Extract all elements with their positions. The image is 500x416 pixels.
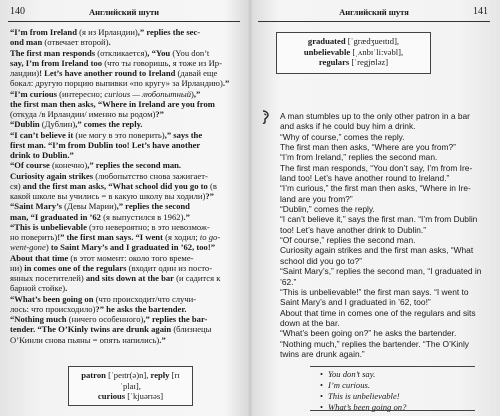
text-line: A man stumbles up to the only other patron in a bar [280,111,470,121]
running-head [258,6,490,18]
text-line: Curiosity again strikes (любопытство снова зажигает- [10,170,208,181]
key-phrases-list [320,369,475,413]
text-line: “What’s been going on?” he asks the bartender. [280,328,457,339]
text-line: first man. “I’m from Dublin too! Let’s have another [10,139,201,150]
text-line: “Saint Mary’s (Девы Марии),” replies the second [10,201,190,212]
text-line: лось: что происходило)?” he asks the bartender. [10,303,187,314]
vocab-entry: unbelievable [ˌʌnbɪˈli:vəbl], [303,46,404,57]
text-line: “Why of course,” comes the reply. [280,131,405,142]
text-line: “This is unbelievable!” the first man says. “I went to [280,286,469,297]
key-phrase: • This is unbelievable! [320,391,475,402]
text-line: “I’m curious,” the first man then asks, “Where in Ire- [280,183,471,194]
vocab-entry: patron [ˈpeɪtr(ə)n], reply [rɪˈplaɪ], [81,370,180,391]
text-line: the first man then asks, “Where in Ireland are you from [10,98,215,109]
text-line: twins are drunk again.” [280,348,365,359]
text-line: “What’s been going on (что происходит/что случи- [10,293,197,304]
text-line: “Dublin,” comes the reply. [280,204,375,215]
text-line: но поверить)!” the first man says. “I went (я ходил; to go- [10,232,221,242]
text-line: school did you go to?” [280,255,362,266]
audio-note-icon [260,110,270,124]
vocab-entry: regulars [ˈregjʊləz] [318,57,389,67]
text-line: (откуда /в Ирландии/ именно вы родом)?” [10,109,164,119]
text-line: “This is unbelievable (это невероятно; в это невозмож- [10,221,210,232]
text-line: ландии)! Let’s have another round to Ireland (давай еще [10,68,218,78]
text-line: ся) and the first man asks, “What school did you go to (в [10,180,217,191]
text-line: “Saint Mary’s,” replies the second man, “I graduated in [280,266,482,277]
running-head-title: Английский шути [88,7,160,17]
text-line: land too! Let’s have another round to Ireland.” [280,173,450,184]
text-line: man, “I graduated in ’62 (я выпустился в 1962).” [10,211,190,222]
text-line: бокал: другую порцию выпивки «по кругу» за Ирландию).” [10,78,230,89]
vocabulary-box [68,366,193,406]
key-phrase: • I’m curious. [320,380,475,391]
text-line: “I’m from Ireland (я из Ирландии),” replies the sec- [10,27,201,37]
text-line: About that time (в этот момент: около того време- [10,252,194,263]
original-text [270,111,488,359]
vocabulary-box [276,32,431,74]
text-line: “I can’t believe it,” says the first man. “I’m from Dublin [280,214,478,225]
vocab-entry: curious [ˈkjuərɪəs] [97,391,164,401]
key-phrase: • What’s been going on? [320,402,475,413]
text-line: “I’m from Ireland,” replies the second man. [280,152,438,163]
text-line: “Nothing much (ничего особенного),” replies the bar- [10,314,208,324]
text-line: какой школе вы учились = в какую школу вы ходили)?” [10,191,214,201]
text-line: ond man (отвечает второй). [10,37,111,48]
page-number: 141 [473,6,488,17]
text-line: янных посетителей) and sits down at the bar (и садится к [10,273,221,283]
text-line: “I’m curious (интересно; curious — любопытный),” [10,88,201,99]
text-line: too! Let’s have another drink to Dublin.” [280,224,427,235]
text-line: The first man responds (откликается), “You (You don’t [10,47,210,58]
text-line: down at the bar. [280,317,340,328]
text-line: and asks if he could buy him a drink. [280,121,416,132]
text-line: drink to Dublin.” [10,150,74,160]
text-line: “Of course (конечно),” replies the second man. [10,160,182,171]
right-page [258,0,490,416]
running-head-title: Английский шутя [339,7,409,17]
text-line: Curiosity again strikes and the first man asks, “What [280,245,474,256]
key-phrases-box [310,366,475,411]
text-line: “Dublin (Дублин),” comes the reply. [10,119,143,130]
key-phrase: • You don’t say. [320,369,475,380]
header-rule [8,21,240,22]
annotated-text [10,27,236,345]
text-line: say, I’m from Ireland too (что ты говоришь, я тоже из Ир- [10,57,222,68]
running-head [8,6,240,18]
text-line: went-gone) to Saint Mary’s and I graduated in ’62, too!” [10,242,215,253]
left-page [8,0,240,416]
page-number: 140 [10,6,25,17]
text-line: Saint Mary’s and I graduated in ’62, too!” [280,297,431,308]
text-line: tender. “The O’Kinly twins are drunk again (близнецы [10,324,212,335]
vocab-entry: graduated [ˈgrædʒueɪtɪd], [307,36,400,46]
text-line: барной стойке). [10,283,68,294]
text-line: land are you from?” [280,193,353,204]
text-line: The first man then asks, “Where are you from?” [280,142,456,153]
text-line: The first man responds, “You don’t say, I’m from Ire- [280,162,473,173]
text-line: ни) in comes one of the regulars (входит один из посто- [10,262,213,273]
text-line: “I can’t believe it (не могу в это поверить),” says the [10,129,203,140]
text-line: About that time in comes one of the regulars and sits [280,307,476,318]
text-line: О’Кинли снова пьяны = опять напились).” [10,334,166,345]
header-rule [258,21,490,22]
text-line: “Nothing much,” replies the bartender. “The O’Kinly [280,338,469,349]
text-line: ’62.” [280,276,297,287]
text-line: “Of course,” replies the second man. [280,235,416,246]
